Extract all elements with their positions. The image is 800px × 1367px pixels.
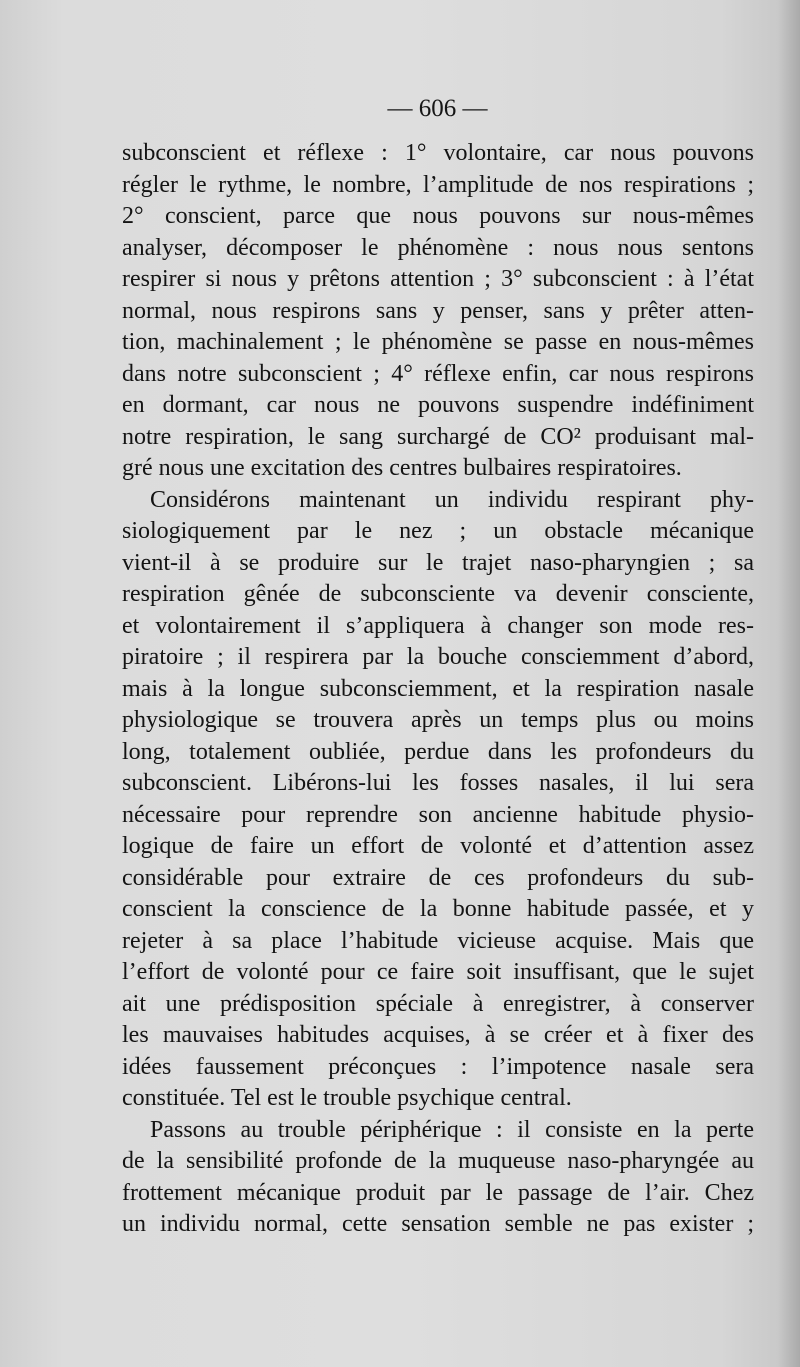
text-line: idées faussement préconçues : l’impotence nasale sera <box>122 1053 754 1080</box>
text-line: les mauvaises habitudes acquises, à se créer et à fixer des <box>122 1022 754 1048</box>
text-line: normal, nous respirons sans y penser, sans y prêter atten- <box>122 297 754 324</box>
text-line: long, totalement oubliée, perdue dans les profondeurs du <box>122 738 754 765</box>
text-line: Considérons maintenant un individu respirant phy- <box>150 486 754 513</box>
text-line: de la sensibilité profonde de la muqueuse naso-pharyngée au <box>122 1148 754 1174</box>
text-line: logique de faire un effort de volonté et d’attention assez <box>122 833 754 859</box>
text-line: gré nous une excitation des centres bulbaires respiratoires. <box>122 455 682 481</box>
text-line: ait une prédisposition spéciale à enregistrer, à conserver <box>122 990 754 1017</box>
page-edge-shadow <box>778 0 800 1367</box>
text-line: 2° conscient, parce que nous pouvons sur nous-mêmes <box>122 203 754 229</box>
text-line: conscient la conscience de la bonne habitude passée, et y <box>122 896 754 922</box>
text-line: Passons au trouble périphérique : il consiste en la perte <box>150 1116 754 1143</box>
text-line: et volontairement il s’appliquera à changer son mode res- <box>122 612 754 639</box>
text-line: subconscient. Libérons-lui les fosses nasales, il lui sera <box>122 770 754 796</box>
text-line: constituée. Tel est le trouble psychique central. <box>122 1085 572 1111</box>
text-line: vient-il à se produire sur le trajet naso-pharyngien ; sa <box>122 549 754 576</box>
text-line: mais à la longue subconsciemment, et la respiration nasale <box>122 675 754 702</box>
text-line: tion, machinalement ; le phénomène se passe en nous-mêmes <box>122 329 754 355</box>
text-line: nécessaire pour reprendre son ancienne habitude physio- <box>122 801 754 828</box>
page-number: — 606 — <box>387 95 488 122</box>
text-line: un individu normal, cette sensation semble ne pas exister ; <box>122 1211 754 1237</box>
text-line: l’effort de volonté pour ce faire soit insuffisant, que le sujet <box>122 959 754 985</box>
text-line: en dormant, car nous ne pouvons suspendre indéfiniment <box>122 392 754 418</box>
text-line: frottement mécanique produit par le passage de l’air. Chez <box>122 1179 754 1206</box>
body-text <box>122 138 754 1241</box>
text-line: siologiquement par le nez ; un obstacle mécanique <box>122 518 754 544</box>
text-line: dans notre subconscient ; 4° réflexe enfin, car nous respirons <box>122 360 754 387</box>
text-line: piratoire ; il respirera par la bouche consciemment d’abord, <box>122 644 754 670</box>
text-line: respiration gênée de subconsciente va devenir consciente, <box>122 581 754 607</box>
text-line: considérable pour extraire de ces profondeurs du sub- <box>122 864 754 891</box>
text-line: notre respiration, le sang surchargé de CO² produisant mal- <box>122 423 754 450</box>
text-line: analyser, décomposer le phénomène : nous nous sentons <box>122 234 754 261</box>
text-line: rejeter à sa place l’habitude vicieuse acquise. Mais que <box>122 927 754 954</box>
text-line: respirer si nous y prêtons attention ; 3° subconscient : à l’état <box>122 266 754 292</box>
text-line: régler le rythme, le nombre, l’amplitude de nos respirations ; <box>122 171 754 198</box>
text-line: subconscient et réflexe : 1° volontaire, car nous pouvons <box>122 140 754 166</box>
text-line: physiologique se trouvera après un temps plus ou moins <box>122 707 754 733</box>
